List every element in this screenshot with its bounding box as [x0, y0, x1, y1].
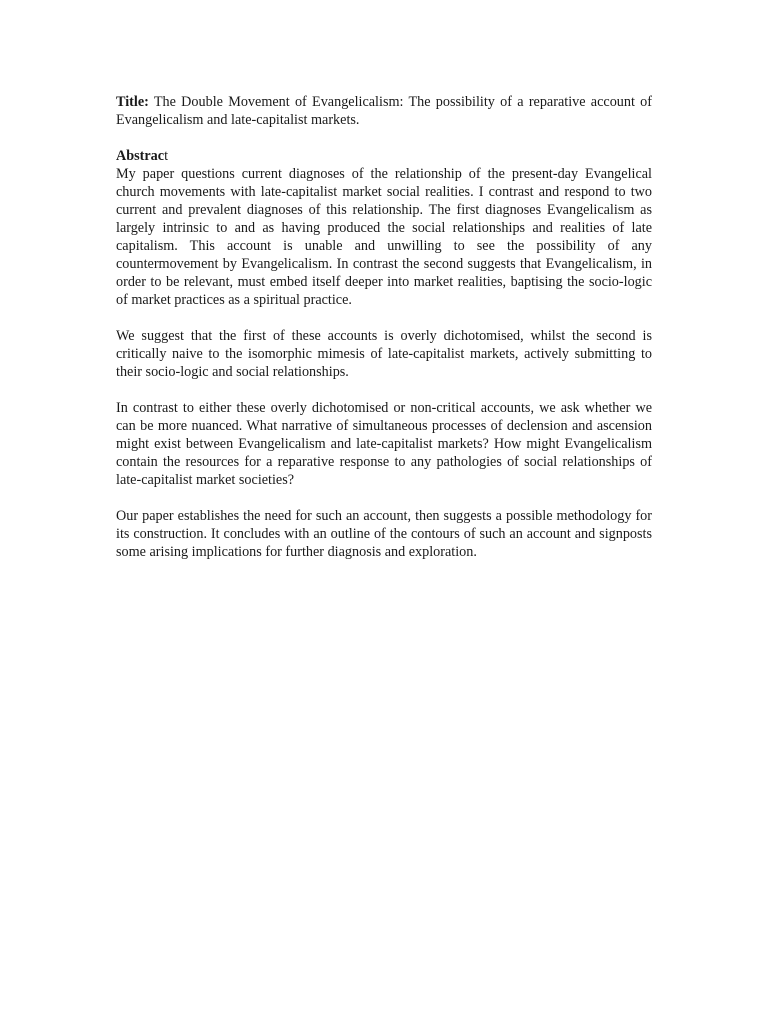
spacer — [116, 381, 652, 399]
document-page — [116, 93, 652, 561]
abstract-heading-rest: t — [164, 148, 169, 164]
title-line — [116, 93, 652, 129]
spacer — [116, 309, 652, 327]
abstract-heading — [116, 147, 652, 165]
abstract-paragraph-1: My paper questions current diagnoses of the relationship of the present-day Evangelical church movements with late-capitalist market social realities. I contrast and respond to two current and prevalent diagnoses of this relationship. The first diagnoses Evangelicalism as largely intrinsic to and as having produced the social relationships and realities of late capitalism. This account is unable and unwilling to see the possibility of any countermovement by Evangelicalism. In contrast the second suggests that Evangelicalism, in order to be relevant, must embed itself deeper into market realities, baptising the socio-logic of market practices as a spiritual practice. — [116, 166, 652, 308]
abstract-paragraph-4: Our paper establishes the need for such an account, then suggests a possible methodology for its construction. It concludes with an outline of the contours of such an account and signposts some arising implications for further diagnosis and exploration. — [116, 508, 652, 560]
title-label: Title: — [116, 94, 149, 110]
abstract-paragraph-3: In contrast to either these overly dichotomised or non-critical accounts, we ask whether we can be more nuanced. What narrative of simultaneous processes of declension and ascension might exist between Evangelicalism and late-capitalist markets? How might Evangelicalism contain the resources for a reparative response to any pathologies of social relationships of late-capitalist market societies? — [116, 400, 652, 488]
abstract-heading-bold: Abstrac — [116, 148, 165, 164]
spacer — [116, 489, 652, 507]
title-text: The Double Movement of Evangelicalism: The possibility of a reparative account of Evangelicalism and late-capitalist markets. — [116, 94, 652, 128]
abstract-paragraph-2: We suggest that the first of these accounts is overly dichotomised, whilst the second is critically naive to the isomorphic mimesis of late-capitalist markets, actively submitting to their socio-logic and social relationships. — [116, 328, 652, 380]
spacer — [116, 129, 652, 147]
